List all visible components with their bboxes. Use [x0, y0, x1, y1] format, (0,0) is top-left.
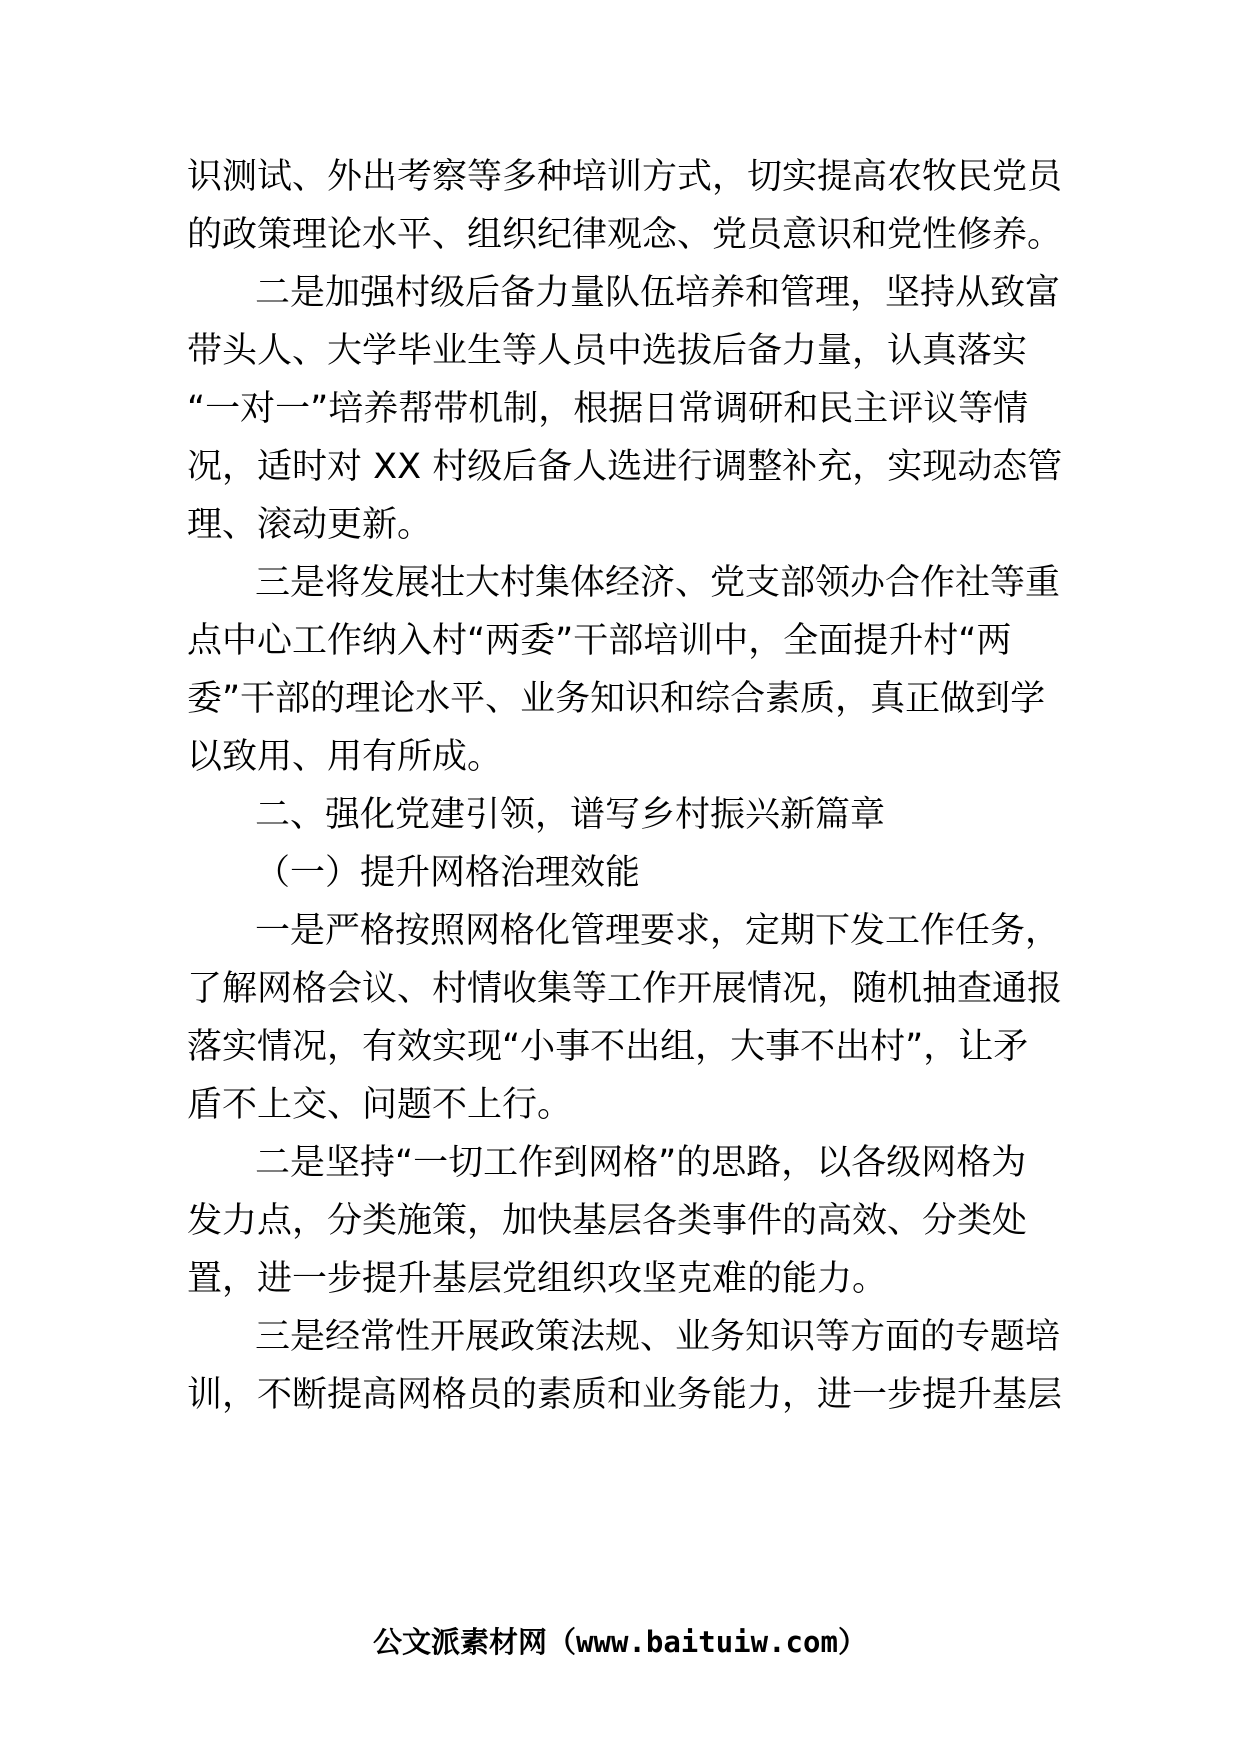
paragraph-line: 了解网格会议、村情收集等工作开展情况，随机抽查通报: [187, 969, 1063, 1009]
paragraph-line: 三是将发展壮大村集体经济、党支部领办合作社等重: [255, 563, 1061, 603]
paragraph-line: 置，进一步提升基层党组织攻坚克难的能力。: [187, 1259, 888, 1299]
paragraph-line: 二是坚持“一切工作到网格”的思路，以各级网格为: [255, 1143, 1027, 1183]
paragraph-line: 带头人、大学毕业生等人员中选拔后备力量，认真落实: [187, 331, 1028, 371]
paragraph-line: 落实情况，有效实现“小事不出组，大事不出村”，让矛: [187, 1027, 1029, 1067]
paragraph-line: 三是经常性开展政策法规、业务知识等方面的专题培: [255, 1317, 1061, 1357]
paragraph-line: 一是严格按照网格化管理要求，定期下发工作任务，: [255, 911, 1061, 951]
paragraph-line: 以致用、用有所成。: [187, 737, 503, 777]
paragraph-line: 发力点，分类施策，加快基层各类事件的高效、分类处: [187, 1201, 1028, 1241]
section-heading: 二、强化党建引领，谱写乡村振兴新篇章: [255, 795, 886, 835]
page-footer: [0, 1622, 1240, 1662]
paragraph-line: 理、滚动更新。: [187, 505, 433, 545]
paragraph-line: 盾不上交、问题不上行。: [187, 1085, 573, 1125]
footer-open-paren: （: [547, 1625, 577, 1659]
footer-close-paren: ）: [837, 1625, 867, 1659]
paragraph-line: 况，适时对 XX 村级后备人选进行调整补充，实现动态管: [187, 447, 1063, 487]
paragraph-line: 点中心工作纳入村“两委”干部培训中，全面提升村“两: [187, 621, 1012, 661]
subsection-heading: （一）提升网格治理效能: [255, 853, 641, 893]
footer-site-url: www.baituiw.com: [576, 1625, 838, 1659]
paragraph-line: “一对一”培养帮带机制，根据日常调研和民主评议等情: [187, 389, 1029, 429]
paragraph-line: 二是加强村级后备力量队伍培养和管理，坚持从致富: [255, 273, 1061, 313]
paragraph-line: 识测试、外出考察等多种培训方式，切实提高农牧民党员: [187, 157, 1063, 197]
paragraph-line: 的政策理论水平、组织纪律观念、党员意识和党性修养。: [187, 215, 1063, 255]
paragraph-line: 训，不断提高网格员的素质和业务能力，进一步提升基层: [187, 1375, 1063, 1415]
footer-site-name: 公文派素材网: [373, 1625, 548, 1659]
paragraph-line: 委”干部的理论水平、业务知识和综合素质，真正做到学: [187, 679, 1046, 719]
